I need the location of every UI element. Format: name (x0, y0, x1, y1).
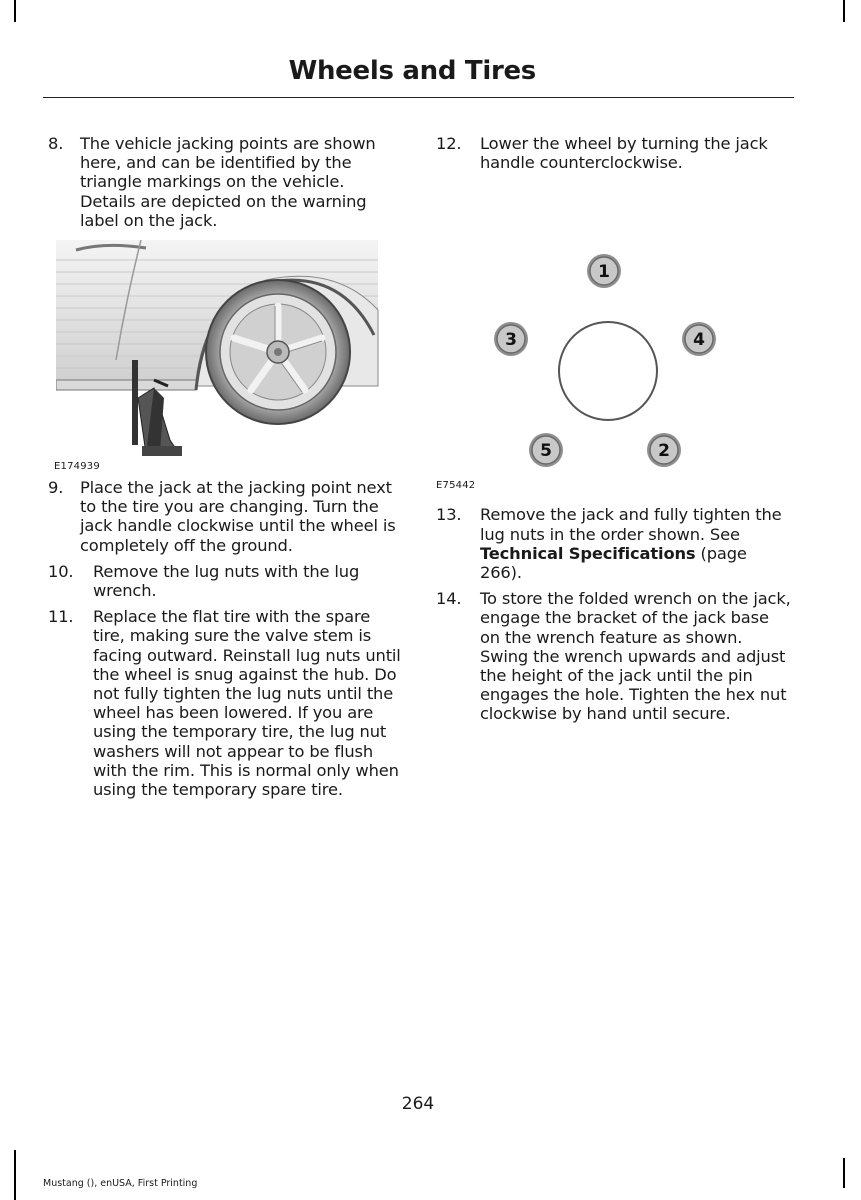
lug-nut-2 (647, 433, 681, 467)
crop-mark-top-right (843, 0, 845, 22)
page-title: Wheels and Tires (288, 56, 536, 86)
step-number: 9. (48, 478, 64, 498)
jack-under-car-image (56, 240, 386, 462)
step-number: 14. (436, 589, 462, 609)
page-number: 264 (401, 1094, 435, 1114)
crop-mark-top-left (14, 0, 16, 22)
step-12 (436, 134, 791, 172)
crop-mark-bottom-left (14, 1150, 16, 1200)
figure-label: E174939 (54, 461, 100, 473)
lug-nut-1 (587, 254, 621, 288)
step-text: Remove the jack and fully tighten the lug nuts in the order shown. See (480, 505, 782, 544)
footer-print-info: Mustang (), enUSA, First Printing (43, 1178, 198, 1189)
technical-specifications-reference: Technical Specifications (480, 543, 696, 563)
step-9 (48, 478, 403, 555)
figure-label: E75442 (436, 480, 476, 492)
step-11 (48, 607, 403, 799)
title-rule (43, 97, 794, 98)
lug-nut-4-label: 4 (693, 330, 705, 351)
lug-nut-2-label: 2 (658, 441, 670, 462)
lug-nut-1-label: 1 (598, 262, 610, 283)
page-reference: (page 266). (480, 543, 747, 583)
step-number: 8. (48, 134, 64, 153)
step-10 (48, 562, 403, 600)
wheel-hub-circle (559, 322, 657, 420)
step-text: Replace the flat tire with the spare tire, making sure the valve stem is facing outward. Reinstall lug nuts until the wheel is snug against the hub. Do not fully tighten the lug nuts until the wheel has been lowered. If you are using the temporary tire, the lug nut washers will not appear to be flush with the rim. This is normal only when using the temporary spare tire. (93, 607, 401, 800)
jack-illustration (48, 240, 400, 472)
step-8 (48, 134, 403, 230)
step-text: Lower the wheel by turning the jack handle counterclockwise. (480, 134, 768, 173)
step-number: 11. (48, 607, 74, 627)
lug-nut-4 (682, 322, 716, 356)
step-number: 12. (436, 134, 462, 153)
step-14 (436, 589, 791, 723)
left-column (48, 134, 403, 806)
step-number: 13. (436, 505, 462, 525)
step-13 (436, 505, 791, 582)
right-column (436, 134, 791, 731)
lug-nut-order-diagram (436, 179, 788, 491)
lug-nut-3-label: 3 (505, 330, 517, 351)
step-text: To store the folded wrench on the jack, engage the bracket of the jack base on the wrench feature as shown. Swing the wrench upwards and adjust the height of the jack until the pin engages the hole. Tighten the hex nut clockwise by hand until secure. (480, 589, 791, 724)
lug-nut-pattern (436, 179, 788, 479)
lug-nut-5 (529, 433, 563, 467)
step-text: Remove the lug nuts with the lug wrench. (93, 561, 360, 601)
step-text: The vehicle jacking points are shown here, and can be identified by the triangle markings on the vehicle. Details are depicted on the warning label on the jack. (80, 134, 376, 230)
step-text: Place the jack at the jacking point next to the tire you are changing. Turn the jack handle clockwise until the wheel is completely off the ground. (80, 478, 396, 555)
lug-nut-3 (494, 322, 528, 356)
lug-nut-5-label: 5 (540, 441, 552, 462)
crop-mark-bottom-right (843, 1158, 845, 1188)
step-number: 10. (48, 561, 74, 581)
